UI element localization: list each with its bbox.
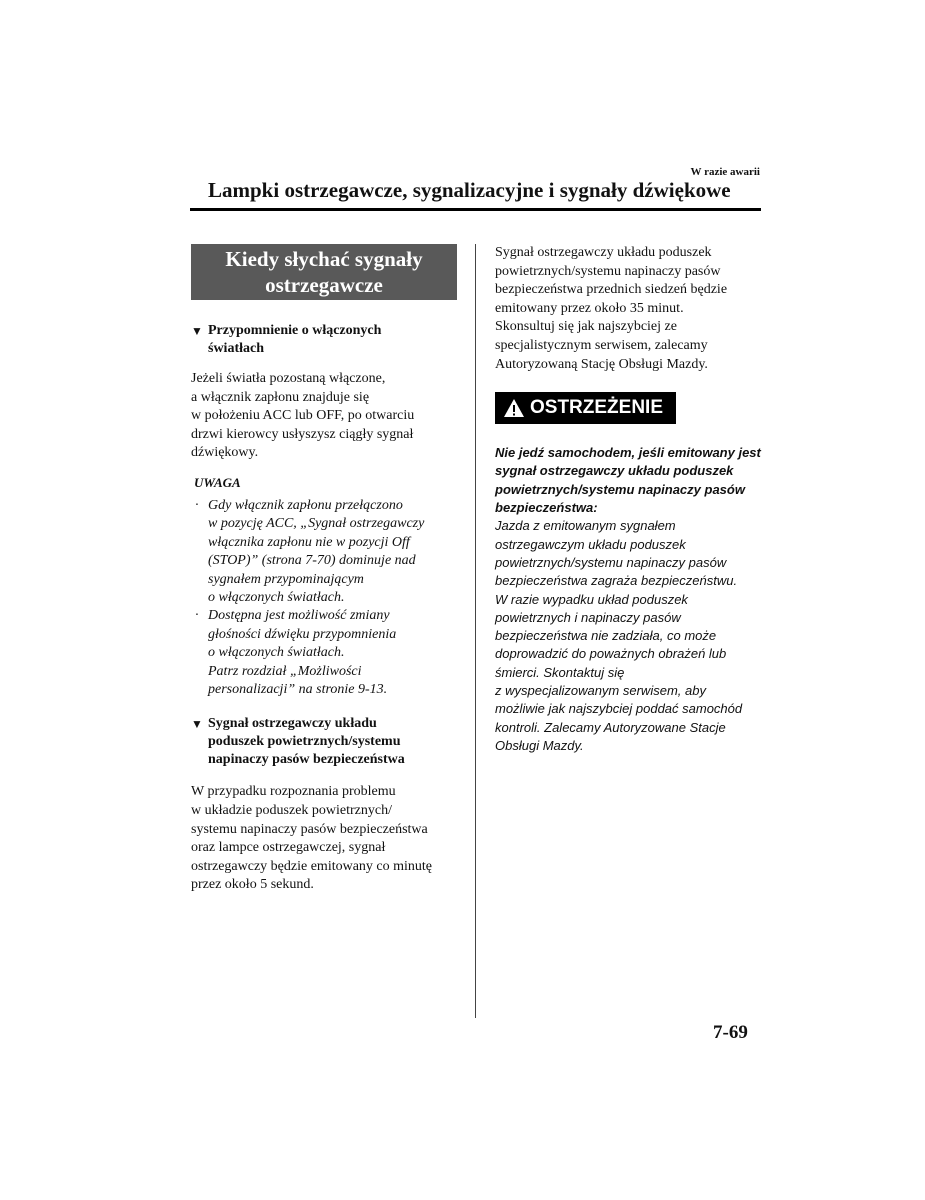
warning-bold-line: bezpieczeństwa:	[495, 500, 598, 516]
column-divider	[475, 244, 476, 1018]
airbag-heading-line: Sygnał ostrzegawczy układu	[208, 716, 377, 732]
text-line: personalizacji” na stronie 9-13.	[208, 682, 388, 698]
section-title-line: ostrzegawcze	[265, 273, 383, 297]
title-rule	[190, 208, 761, 211]
warning-bold-line: Nie jedź samochodem, jeśli emitowany jest	[495, 445, 761, 461]
warning-badge-label: OSTRZEŻENIE	[530, 397, 664, 419]
warning-line: powietrznych/systemu napinaczy pasów	[495, 554, 727, 570]
triangle-down-icon: ▼	[191, 324, 203, 338]
warning-bold-line: powietrznych/systemu napinaczy pasów	[495, 481, 745, 497]
triangle-down-icon: ▼	[191, 717, 203, 732]
text-line: głośności dźwięku przypomnienia	[208, 626, 397, 642]
warning-text	[495, 444, 761, 755]
warning-triangle-icon	[503, 398, 525, 418]
warning-line: możliwie jak najszybciej poddać samochód	[495, 701, 743, 717]
warning-line: bezpieczeństwa zagraża bezpieczeństwu.	[495, 573, 738, 589]
text-line: emitowany przez około 35 minut.	[495, 300, 684, 316]
note-bullet	[191, 607, 459, 699]
warning-line: W razie wypadku układ poduszek	[495, 591, 688, 607]
warning-line: ostrzegawczym układu poduszek	[495, 536, 686, 552]
text-line: specjalistycznym serwisem, zalecamy	[495, 337, 708, 353]
text-line: przez około 5 sekund.	[191, 877, 314, 893]
bullet-dot: ·	[195, 497, 199, 513]
reminder-heading-line: Przypomnienie o włączonych	[208, 323, 382, 338]
text-line: w układzie poduszek powietrznych/	[191, 803, 392, 819]
text-line: Autoryzowaną Stację Obsługi Mazdy.	[495, 356, 708, 372]
airbag-paragraph	[191, 783, 459, 895]
note-block	[191, 497, 459, 699]
text-line: o włączonych światłach.	[208, 645, 345, 661]
warning-line: śmierci. Skontaktuj się	[495, 664, 625, 680]
note-label: UWAGA	[194, 474, 241, 490]
note-bullet	[191, 497, 459, 607]
text-line: Jeżeli światła pozostaną włączone,	[191, 371, 386, 386]
right-column	[495, 244, 761, 755]
text-line: Gdy włącznik zapłonu przełączono	[208, 497, 403, 513]
airbag-continued-paragraph	[495, 244, 761, 374]
warning-badge	[495, 392, 676, 424]
text-line: włącznika zapłonu nie w pozycji Off	[208, 534, 410, 550]
text-line: a włącznik zapłonu znajduje się	[191, 389, 370, 405]
warning-line: Obsługi Mazdy.	[495, 737, 584, 753]
text-line: powietrznych/systemu napinaczy pasów	[495, 263, 721, 279]
text-line: bezpieczeństwa przednich siedzeń będzie	[495, 282, 728, 298]
reminder-paragraph	[191, 370, 459, 463]
airbag-heading-line: napinaczy pasów bezpieczeństwa	[208, 752, 405, 768]
warning-line: bezpieczeństwa nie zadziała, co może	[495, 628, 717, 644]
reminder-heading	[191, 322, 459, 358]
section-heading-box	[191, 244, 457, 300]
text-line: sygnałem przypominającym	[208, 571, 364, 587]
text-line: systemu napinaczy pasów bezpieczeństwa	[191, 821, 428, 837]
text-line: Skonsultuj się jak najszybciej ze	[495, 319, 677, 335]
text-line: dźwiękowy.	[191, 445, 259, 461]
airbag-heading-line: poduszek powietrznych/systemu	[208, 734, 401, 750]
warning-line: powietrznych i napinaczy pasów	[495, 609, 681, 625]
text-line: drzwi kierowcy usłyszysz ciągły sygnał	[191, 426, 414, 442]
warning-bold-line: sygnał ostrzegawczy układu poduszek	[495, 463, 734, 479]
page-title: Lampki ostrzegawcze, sygnalizacyjne i sygnały dźwiękowe	[208, 178, 731, 202]
section-title-line: Kiedy słychać sygnały	[225, 247, 423, 271]
text-line: w pozycję ACC, „Sygnał ostrzegawczy	[208, 516, 425, 532]
text-line: (STOP)” (strona 7-70) dominuje nad	[208, 553, 416, 569]
text-line: Sygnał ostrzegawczy układu poduszek	[495, 245, 712, 260]
bullet-dot: ·	[195, 608, 199, 624]
text-line: oraz lampce ostrzegawczej, sygnał	[191, 840, 386, 856]
reminder-heading-line: światłach	[208, 341, 264, 356]
text-line: w położeniu ACC lub OFF, po otwarciu	[191, 408, 415, 424]
text-line: Dostępna jest możliwość zmiany	[208, 608, 390, 624]
warning-line: kontroli. Zalecamy Autoryzowane Stacje	[495, 719, 726, 735]
page-number: 7-69	[713, 1022, 748, 1043]
warning-line: doprowadzić do poważnych obrażeń lub	[495, 646, 727, 662]
text-line: Patrz rozdział „Możliwości	[208, 663, 362, 679]
running-head: W razie awarii	[690, 166, 760, 178]
warning-line: z wyspecjalizowanym serwisem, aby	[495, 683, 706, 699]
text-line: o włączonych światłach.	[208, 590, 345, 605]
left-column	[191, 244, 459, 895]
warning-line: Jazda z emitowanym sygnałem	[495, 518, 676, 534]
text-line: ostrzegawczy będzie emitowany co minutę	[191, 858, 433, 874]
text-line: W przypadku rozpoznania problemu	[191, 784, 396, 800]
airbag-heading	[191, 715, 459, 769]
